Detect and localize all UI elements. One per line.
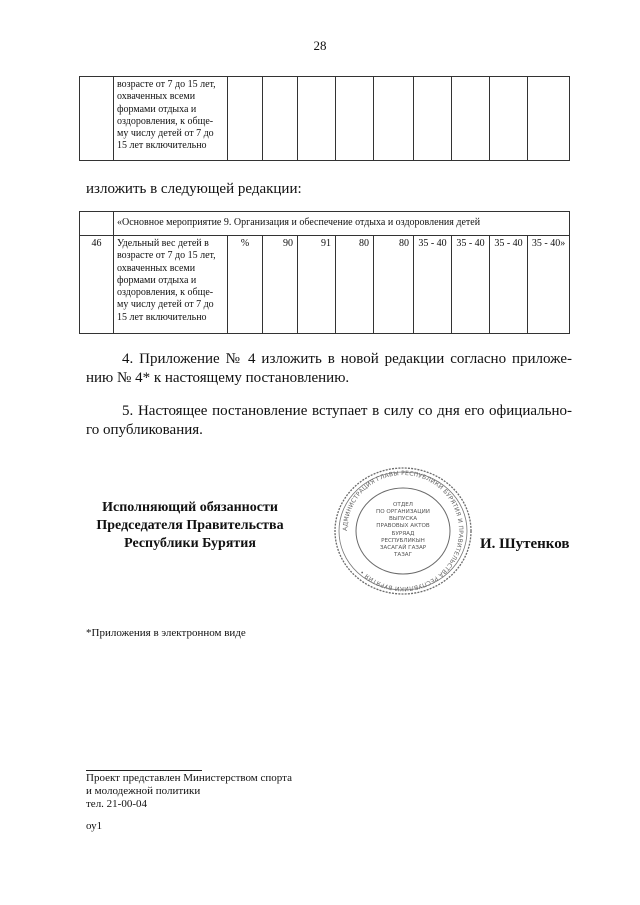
old-cell [452,77,490,161]
old-cell [374,77,414,161]
seal-inner-line: ТАЗАГ [393,552,413,558]
seal-inner-line: РЕСПУБЛИКЫН [381,538,425,544]
signer-title-line: Председателя Правительства [96,518,284,533]
paragraph-5-line-1: 5. Настоящее постановление вступает в силу со дня его официально- [122,403,572,419]
old-cell [298,77,336,161]
value-cell: 80 [374,236,414,334]
footer-line: Проект представлен Министерством спорта [86,772,292,784]
paragraph-5-line-2: го опубликования. [86,422,203,438]
seal-inner-line: ОТДЕЛ [393,502,413,508]
old-table-row [80,77,570,161]
signer-name: И. Шутенков [480,536,570,552]
seal-inner-line: БУРЯАД [391,531,415,537]
paragraph-4-line-1: 4. Приложение № 4 изложить в новой редакции согласно приложе- [122,351,572,367]
desc-line: 15 лет включительно [117,311,207,323]
main-activity-title: «Основное мероприятие 9. Организация и обеспечение отдыха и оздоровления детей [114,212,570,236]
old-cell [228,77,263,161]
value-cell: 35 - 40 [414,236,452,334]
new-table [79,211,570,334]
old-desc-line: охваченных всеми [117,91,196,103]
value-cell: 35 - 40 [452,236,490,334]
signer-title-line: Исполняющий обязанности [102,500,278,515]
row-description [114,236,228,334]
old-desc-line: формами отдыха и [117,103,197,115]
seal-inner-line: ЗАСАГАЙ ГАЗАР [379,545,427,551]
appendix-note: *Приложения в электронном виде [86,627,246,639]
old-cell [490,77,528,161]
old-desc-line: 15 лет включительно [117,140,207,152]
desc-line: охваченных всеми [117,262,196,274]
intro-line: изложить в следующей редакции: [86,181,302,197]
footer-divider [86,770,202,771]
paragraph-5 [86,402,572,440]
signer-title [82,499,298,553]
old-desc-line: му числу детей от 7 до [117,128,214,140]
signer-title-line: Республики Бурятия [124,536,256,551]
desc-line: возрасте от 7 до 15 лет, [117,250,216,262]
value-cell: 90 [263,236,298,334]
desc-line: оздоровления, к обще- [117,287,214,299]
value-cell: 35 - 40» [528,236,570,334]
footer-prepared-by [86,772,292,811]
old-cell [336,77,374,161]
unit-cell: % [228,236,263,334]
seal-inner-line: ВЫПУСКА [388,516,418,522]
header-empty-cell [80,212,114,236]
row-number-cell: 46 [80,236,114,334]
page-number: 28 [313,38,327,53]
value-cell: 91 [298,236,336,334]
desc-line: му числу детей от 7 до [117,299,214,311]
value-cell: 80 [336,236,374,334]
old-row-number-cell [80,77,114,161]
desc-line: Удельный вес детей в [117,238,209,249]
document-code: оу1 [86,820,103,832]
old-desc-line: оздоровления, к обще- [117,115,214,127]
paragraph-4 [86,350,572,388]
old-row-description [114,77,228,161]
seal-inner-line: ПРАВОВЫХ АКТОВ [376,523,430,529]
desc-line: формами отдыха и [117,274,197,286]
seal-inner-line: ПО ОРГАНИЗАЦИИ [376,509,430,515]
old-desc-line: возрасте от 7 до 15 лет, [117,79,216,90]
value-cell: 35 - 40 [490,236,528,334]
old-cell [263,77,298,161]
new-table-row [80,236,570,334]
paragraph-4-line-2: нию № 4* к настоящему постановлению. [86,370,350,386]
seal-ring-text: АДМИНИСТРАЦИЯ ГЛАВЫ РЕСПУБЛИКИ БУРЯТИЯ И ПРАВИТЕЛЬСТВА РЕСПУБЛИКИ БУРЯТИЯ • [341,469,465,593]
new-table-header-row [80,212,570,236]
seal-inner-text [376,502,430,558]
official-seal [332,466,474,596]
old-cell [414,77,452,161]
old-table [79,76,570,161]
footer-line: тел. 21-00-04 [86,798,148,810]
old-cell [528,77,570,161]
footer-line: и молодежной политики [86,785,201,797]
